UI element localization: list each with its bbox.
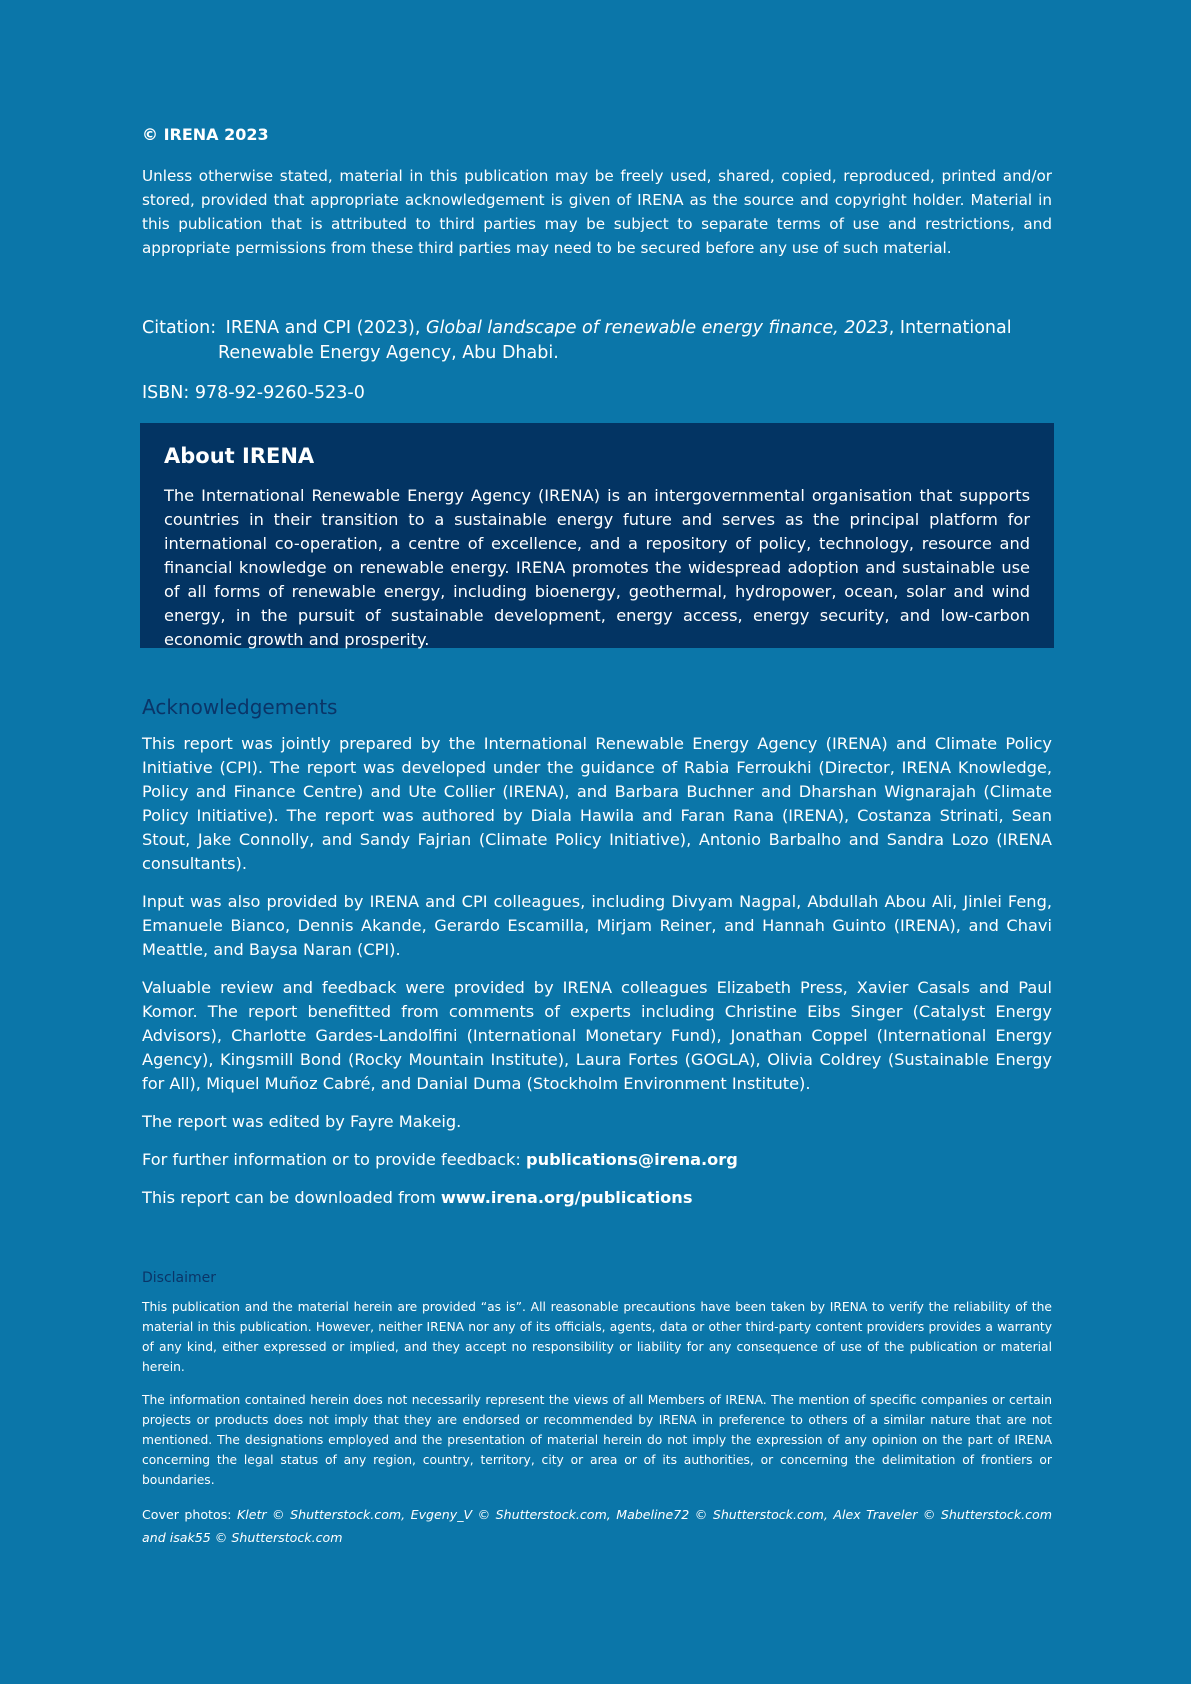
cover-photos-label: Cover photos:: [142, 1507, 237, 1522]
acknowledgements-title: Acknowledgements: [142, 695, 338, 719]
feedback-email-link[interactable]: publications@irena.org: [526, 1150, 738, 1169]
cover-photos-credit: [142, 1503, 1052, 1549]
usage-terms-text: Unless otherwise stated, material in this publication may be freely used, shared, copied, reproduced, printed and/or stored, provided that appropriate acknowledgement is given of IRENA as the source and copyright holder. Material in this publication that is attributed to third parties may be subject to separate terms of use and restrictions, and appropriate permissions from these third parties may need to be secured before any use of such material.: [142, 167, 1052, 257]
isbn: ISBN: 978-92-9260-523-0: [142, 383, 365, 403]
citation-prefix: IRENA and CPI (2023),: [225, 318, 426, 338]
about-irena-box: [140, 423, 1054, 648]
disclaimer-paragraph-1: This publication and the material herein are provided “as is”. All reasonable precautions have been taken by IRENA to verify the reliability of the material in this publication. However, neither IRENA nor any of its officials, agents, data or other third-party content providers provides a warranty of any kind, either expressed or implied, and they accept no responsibility or liability for any consequence of use of the publication or material herein.: [142, 1300, 1052, 1374]
download-prefix: This report can be downloaded from: [142, 1188, 441, 1207]
citation-suffix: , International Renewable Energy Agency, Abu Dhabi.: [218, 318, 1012, 363]
about-irena-title: About IRENA: [164, 444, 315, 468]
citation: [142, 316, 1052, 366]
acknowledgements-paragraph-1: This report was jointly prepared by the International Renewable Energy Agency (IRENA) and Climate Policy Initiative (CPI). The report was developed under the guidance of Rabia Ferroukhi (Director, IRENA Knowledge, Policy and Finance Centre) and Ute Collier (IRENA), and Barbara Buchner and Dharshan Wignarajah (Climate Policy Initiative). The report was authored by Diala Hawila and Faran Rana (IRENA), Costanza Strinati, Sean Stout, Jake Connolly, and Sandy Fajrian (Climate Policy Initiative), Antonio Barbalho and Sandra Lozo (IRENA consultants).: [142, 734, 1052, 873]
content-column: [142, 124, 1052, 1549]
disclaimer-title: Disclaimer: [142, 1270, 217, 1286]
copyright-notice: © IRENA 2023: [142, 125, 269, 144]
acknowledgements-paragraph-3: Valuable review and feedback were provided by IRENA colleagues Elizabeth Press, Xavier Casals and Paul Komor. The report benefitted from comments of experts including Christine Eibs Singer (Catalyst Energy Advisors), Charlotte Gardes-Landolfini (International Monetary Fund), Jonathan Coppel (International Energy Agency), Kingsmill Bond (Rocky Mountain Institute), Laura Fortes (GOGLA), Olivia Coldrey (Sustainable Energy for All), Miquel Muñoz Cabré, and Danial Duma (Stockholm Environment Institute).: [142, 978, 1052, 1093]
acknowledgements-paragraph-2: Input was also provided by IRENA and CPI colleagues, including Divyam Nagpal, Abdullah Abou Ali, Jinlei Feng, Emanuele Bianco, Dennis Akande, Gerardo Escamilla, Mirjam Reiner, and Hannah Guinto (IRENA), and Chavi Meattle, and Baysa Naran (CPI).: [142, 892, 1052, 959]
citation-title: Global landscape of renewable energy finance, 2023: [425, 318, 889, 338]
cover-photos-credits: Kletr © Shutterstock.com, Evgeny_V © Shutterstock.com, Mabeline72 © Shutterstock.com, Alex Traveler © Shutterstock.com and isak55 © Shutterstock.com: [142, 1507, 1053, 1545]
editor-credit: The report was edited by Fayre Makeig.: [142, 1112, 462, 1131]
feedback-prefix: For further information or to provide feedback:: [142, 1150, 526, 1169]
citation-label: Citation:: [142, 318, 217, 338]
download-url-link[interactable]: www.irena.org/publications: [440, 1188, 693, 1207]
disclaimer-paragraph-2: The information contained herein does not necessarily represent the views of all Members of IRENA. The mention of specific companies or certain projects or products does not imply that they are endorsed or recommended by IRENA in preference to others of a similar nature that are not mentioned. The designations employed and the presentation of material herein do not imply the expression of any opinion on the part of IRENA concerning the legal status of any region, country, territory, city or area or of its authorities, or concerning the delimitation of frontiers or boundaries.: [142, 1393, 1052, 1487]
download-line: [142, 1186, 1052, 1210]
feedback-line: [142, 1148, 1052, 1172]
about-irena-text: The International Renewable Energy Agency (IRENA) is an intergovernmental organisation that supports countries in their transition to a sustainable energy future and serves as the principal platform for international co-operation, a centre of excellence, and a repository of policy, technology, resource and financial knowledge on renewable energy. IRENA promotes the widespread adoption and sustainable use of all forms of renewable energy, including bioenergy, geothermal, hydropower, ocean, solar and wind energy, in the pursuit of sustainable development, energy access, energy security, and low-carbon economic growth and prosperity.: [164, 486, 1030, 649]
